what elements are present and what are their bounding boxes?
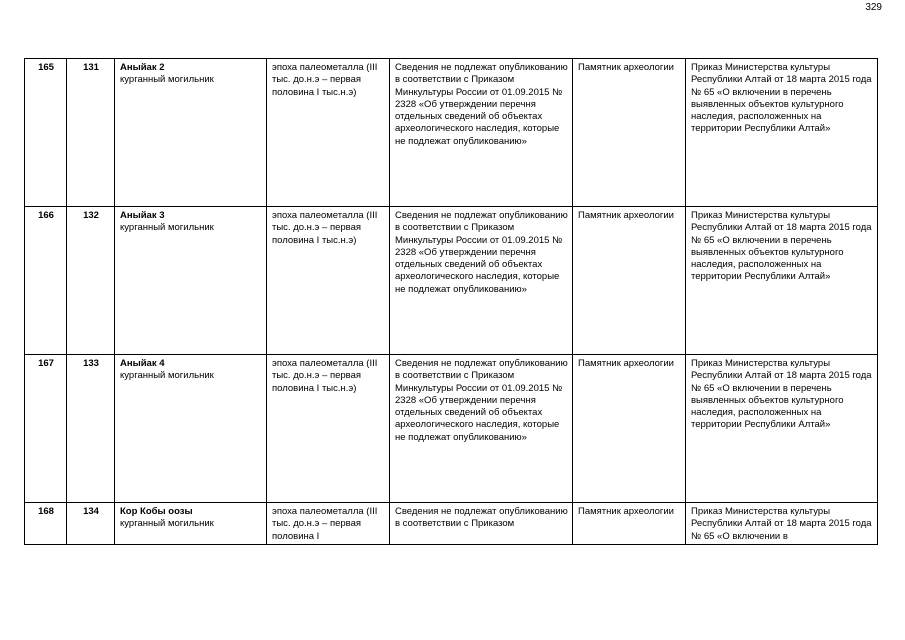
page-number: 329 xyxy=(865,2,882,13)
document-cell: Приказ Министерства культуры Республики Алтай от 18 марта 2015 года № 65 «О включении в перечень выявленных объектов культурного наследия, расположенных на территории Республики Алтай» xyxy=(686,59,878,207)
object-type: курганный могильник xyxy=(120,222,214,234)
row-number: 166 xyxy=(25,207,67,355)
object-cell xyxy=(115,59,267,207)
sub-number: 133 xyxy=(67,355,115,503)
location-cell: Сведения не подлежат опубликованию в соответствии с Приказом Минкультуры России от 01.09.2015 № 2328 «Об утверждении перечня отдельных сведений об объектах археологического наследия, которые не подлежат опубликованию» xyxy=(390,59,573,207)
object-cell xyxy=(115,355,267,503)
location-cell: Сведения не подлежат опубликованию в соответствии с Приказом Минкультуры России от 01.09.2015 № 2328 «Об утверждении перечня отдельных сведений об объектах археологического наследия, которые не подлежат опубликованию» xyxy=(390,207,573,355)
row-number: 168 xyxy=(25,503,67,545)
table-row xyxy=(25,503,878,545)
dating-cell: эпоха палеометалла (III тыс. до.н.э – первая половина I xyxy=(267,503,390,545)
location-cell: Сведения не подлежат опубликованию в соответствии с Приказом xyxy=(390,503,573,545)
table-row xyxy=(25,207,878,355)
category-cell: Памятник археологии xyxy=(573,59,686,207)
document-cell: Приказ Министерства культуры Республики Алтай от 18 марта 2015 года № 65 «О включении в xyxy=(686,503,878,545)
object-type: курганный могильник xyxy=(120,370,214,382)
dating-cell: эпоха палеометалла (III тыс. до.н.э – первая половина I тыс.н.э) xyxy=(267,59,390,207)
document-cell: Приказ Министерства культуры Республики Алтай от 18 марта 2015 года № 65 «О включении в перечень выявленных объектов культурного наследия, расположенных на территории Республики Алтай» xyxy=(686,355,878,503)
category-cell: Памятник археологии xyxy=(573,503,686,545)
sub-number: 132 xyxy=(67,207,115,355)
row-number: 165 xyxy=(25,59,67,207)
document-cell: Приказ Министерства культуры Республики Алтай от 18 марта 2015 года № 65 «О включении в перечень выявленных объектов культурного наследия, расположенных на территории Республики Алтай» xyxy=(686,207,878,355)
dating-cell: эпоха палеометалла (III тыс. до.н.э – первая половина I тыс.н.э) xyxy=(267,207,390,355)
object-name: Кор Кобы оозы xyxy=(120,506,193,517)
sub-number: 134 xyxy=(67,503,115,545)
table-row xyxy=(25,59,878,207)
object-name: Аныйак 4 xyxy=(120,358,165,369)
dating-cell: эпоха палеометалла (III тыс. до.н.э – первая половина I тыс.н.э) xyxy=(267,355,390,503)
object-type: курганный могильник xyxy=(120,518,214,530)
object-name: Аныйак 2 xyxy=(120,62,165,73)
object-cell xyxy=(115,207,267,355)
sub-number: 131 xyxy=(67,59,115,207)
category-cell: Памятник археологии xyxy=(573,355,686,503)
category-cell: Памятник археологии xyxy=(573,207,686,355)
object-cell xyxy=(115,503,267,545)
object-type: курганный могильник xyxy=(120,74,214,86)
heritage-registry-table xyxy=(24,58,878,545)
table-row xyxy=(25,355,878,503)
object-name: Аныйак 3 xyxy=(120,210,165,221)
row-number: 167 xyxy=(25,355,67,503)
location-cell: Сведения не подлежат опубликованию в соответствии с Приказом Минкультуры России от 01.09.2015 № 2328 «Об утверждении перечня отдельных сведений об объектах археологического наследия, которые не подлежат опубликованию» xyxy=(390,355,573,503)
